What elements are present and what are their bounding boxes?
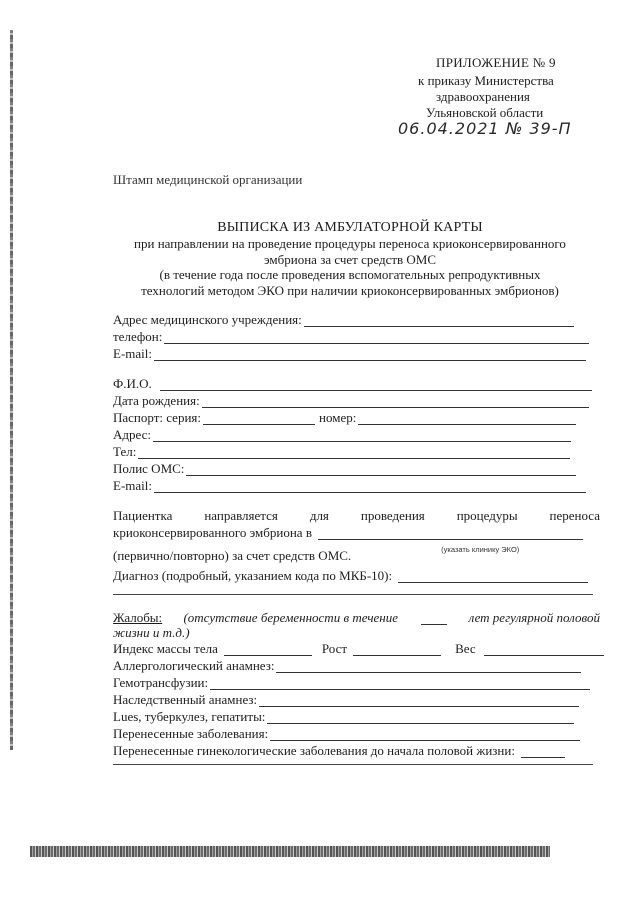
referral-clinic-field[interactable]	[113, 525, 583, 540]
institution-phone-line[interactable]	[164, 332, 589, 344]
complaints-row-2	[113, 625, 190, 640]
institution-email-line[interactable]	[154, 349, 586, 361]
patient-phone-label: Тел:	[113, 444, 137, 459]
height-line[interactable]	[353, 644, 441, 656]
transfusion-label: Гемотрансфузии:	[113, 675, 209, 690]
complaints-row[interactable]	[113, 610, 600, 625]
institution-phone-label: телефон:	[113, 329, 163, 344]
patient-phone-field[interactable]	[113, 444, 570, 459]
referral-line-3: (первично/повторно) за счет средств ОМС.	[113, 548, 352, 563]
allergy-field[interactable]	[113, 658, 581, 673]
patient-policy-field[interactable]	[113, 461, 576, 476]
past-diseases-label: Перенесенные заболевания:	[113, 726, 269, 741]
patient-fio-label: Ф.И.О.	[113, 376, 152, 391]
gyn-continuation-line[interactable]	[113, 764, 593, 765]
infections-line[interactable]	[267, 712, 574, 724]
patient-email-label: E-mail:	[113, 478, 152, 493]
infections-field[interactable]	[113, 709, 574, 724]
diagnosis-field[interactable]	[113, 568, 588, 583]
height-label: Рост	[321, 641, 348, 656]
referral-word: Пациентка	[113, 508, 173, 523]
gyn-diseases-line[interactable]	[521, 746, 565, 758]
passport-number-line[interactable]	[358, 413, 576, 425]
hereditary-line[interactable]	[259, 695, 579, 707]
patient-email-field[interactable]	[113, 478, 586, 493]
passport-series-line[interactable]	[203, 413, 315, 425]
document-subtitle	[100, 236, 600, 298]
scan-edge	[10, 30, 13, 750]
past-diseases-line[interactable]	[270, 729, 580, 741]
referral-word: направляется	[204, 508, 278, 523]
gyn-diseases-field[interactable]	[113, 743, 565, 758]
patient-policy-line[interactable]	[186, 464, 576, 476]
patient-fio-line[interactable]	[160, 379, 592, 391]
hereditary-field[interactable]	[113, 692, 579, 707]
measurements-row[interactable]	[113, 641, 604, 656]
passport-series-label: Паспорт: серия:	[113, 410, 202, 425]
ministry-line: здравоохранения	[436, 89, 530, 104]
handwritten-date-number: 06.04.2021 № 39-П	[398, 119, 572, 138]
complaints-years-line[interactable]	[421, 613, 447, 625]
appendix-title: ПРИЛОЖЕНИЕ № 9	[436, 55, 556, 70]
order-line: к приказу Министерства	[418, 73, 554, 88]
complaints-text-b: лет регулярной половой	[468, 610, 600, 625]
weight-line[interactable]	[484, 644, 604, 656]
patient-fio-field[interactable]	[113, 376, 592, 391]
passport-number-label: номер:	[319, 410, 357, 425]
allergy-line[interactable]	[276, 661, 581, 673]
complaints-text-c: жизни и т.д.)	[113, 625, 190, 640]
patient-address-label: Адрес:	[113, 427, 151, 442]
diagnosis-continuation-line[interactable]	[113, 594, 593, 595]
transfusion-line[interactable]	[210, 678, 590, 690]
hereditary-label: Наследственный анамнез:	[113, 692, 258, 707]
referral-word: процедуры	[456, 508, 518, 523]
institution-email-label: E-mail:	[113, 346, 152, 361]
document-title: ВЫПИСКА ИЗ АМБУЛАТОРНОЙ КАРТЫ	[217, 220, 483, 235]
referral-line-1	[113, 508, 600, 523]
patient-policy-label: Полис ОМС:	[113, 461, 185, 476]
clinic-hint: (указать клинику ЭКО)	[441, 545, 520, 554]
patient-dob-label: Дата рождения:	[113, 393, 200, 408]
gyn-diseases-label: Перенесенные гинекологические заболевания до начала половой жизни:	[113, 743, 515, 758]
patient-address-field[interactable]	[113, 427, 571, 442]
subtitle-line-2: при направлении на проведение процедуры переноса криоконсервированного	[134, 236, 566, 251]
infections-label: Lues, туберкулез, гепатиты:	[113, 709, 266, 724]
weight-label: Вес	[455, 641, 476, 656]
referral-line-3-row	[113, 542, 600, 563]
institution-address-label: Адрес медицинского учреждения:	[113, 312, 302, 327]
institution-address-field[interactable]	[113, 312, 574, 327]
scan-bottom-strip	[30, 846, 550, 857]
subtitle-line-3: эмбриона за счет средств ОМС	[263, 251, 437, 267]
diagnosis-label: Диагноз (подробный, указанием кода по МКБ-10):	[113, 568, 393, 583]
referral-word: переноса	[549, 508, 600, 523]
complaints-text-a: (отсутствие беременности в течение	[183, 610, 399, 625]
patient-address-line[interactable]	[153, 430, 571, 442]
institution-email-field[interactable]	[113, 346, 586, 361]
transfusion-field[interactable]	[113, 675, 590, 690]
subtitle-line-4: (в течение года после проведения вспомогательных репродуктивных	[159, 267, 541, 282]
stamp-label: Штамп медицинской организации	[113, 172, 303, 187]
bmi-label: Индекс массы тела	[113, 641, 218, 656]
patient-dob-field[interactable]	[113, 393, 589, 408]
institution-phone-field[interactable]	[113, 329, 589, 344]
past-diseases-field[interactable]	[113, 726, 580, 741]
institution-address-line[interactable]	[304, 315, 574, 327]
bmi-line[interactable]	[224, 644, 312, 656]
diagnosis-line[interactable]	[398, 571, 588, 583]
complaints-label: Жалобы:	[113, 610, 163, 625]
patient-phone-line[interactable]	[138, 447, 570, 459]
patient-email-line[interactable]	[154, 481, 586, 493]
referral-clinic-line[interactable]	[318, 528, 583, 540]
region-line: Ульяновской области	[426, 105, 544, 120]
allergy-label: Аллергологический анамнез:	[113, 658, 275, 673]
referral-word: проведения	[360, 508, 425, 523]
patient-dob-line[interactable]	[202, 396, 589, 408]
referral-word: для	[309, 508, 329, 523]
patient-passport-field[interactable]	[113, 410, 576, 425]
subtitle-line-5: технологий методом ЭКО при наличии криоконсервированных эмбрионов)	[141, 282, 559, 298]
referral-line-2: криоконсервированного эмбриона в	[113, 525, 312, 540]
